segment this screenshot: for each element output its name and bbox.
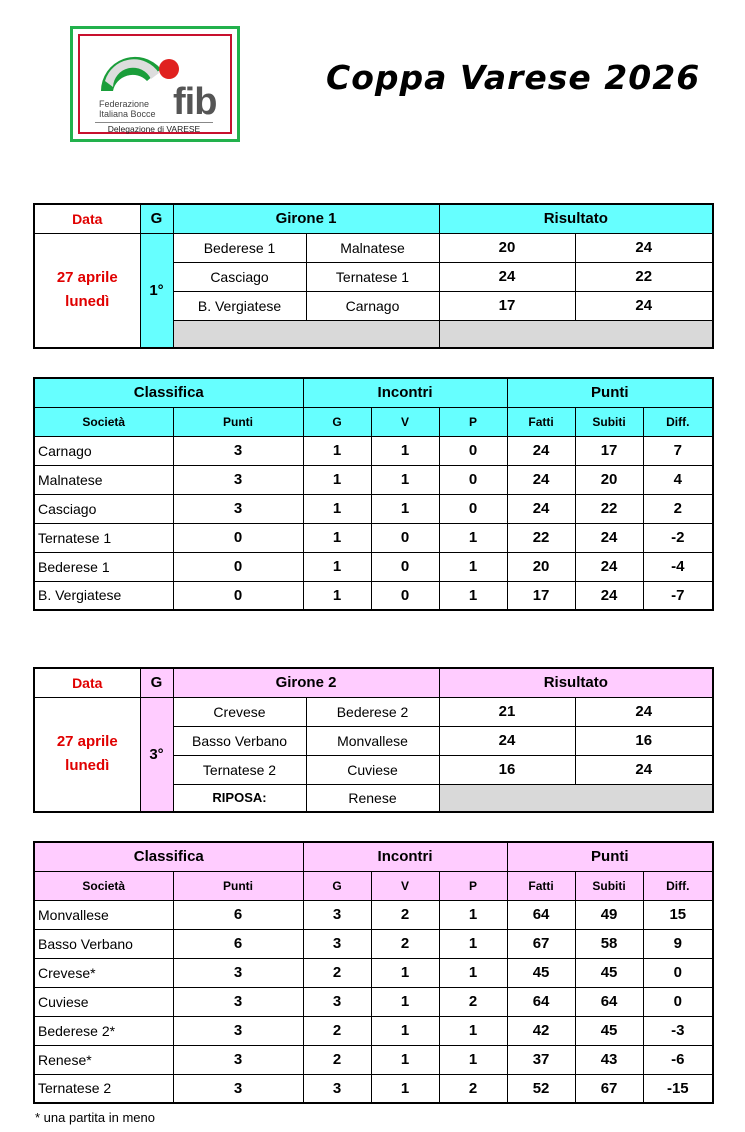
cell-fatti: 20 bbox=[507, 552, 575, 581]
header-subiti: Subiti bbox=[575, 407, 643, 436]
header-classifica: Classifica bbox=[34, 842, 303, 871]
standings-row bbox=[34, 987, 713, 1016]
standings-row bbox=[34, 436, 713, 465]
header-p: P bbox=[439, 871, 507, 900]
header-fatti: Fatti bbox=[507, 871, 575, 900]
standings-row bbox=[34, 465, 713, 494]
logo-federation-text: Federazione Italiana Bocce bbox=[99, 99, 156, 119]
cell-v: 1 bbox=[371, 465, 439, 494]
cell-fatti: 64 bbox=[507, 987, 575, 1016]
home-score: 17 bbox=[439, 291, 575, 320]
cell-diff: 0 bbox=[643, 958, 713, 987]
header-subiti: Subiti bbox=[575, 871, 643, 900]
team-name: Malnatese bbox=[34, 465, 173, 494]
standings-row bbox=[34, 1016, 713, 1045]
cell-p: 0 bbox=[439, 465, 507, 494]
cell-diff: 7 bbox=[643, 436, 713, 465]
cell-g: 3 bbox=[303, 1074, 371, 1103]
header-data: Data bbox=[34, 668, 140, 697]
cell-diff: 9 bbox=[643, 929, 713, 958]
header-classifica: Classifica bbox=[34, 378, 303, 407]
standings-row bbox=[34, 1074, 713, 1103]
cell-p: 1 bbox=[439, 900, 507, 929]
cell-p: 1 bbox=[439, 581, 507, 610]
match-date bbox=[34, 697, 140, 812]
cell-subiti: 24 bbox=[575, 581, 643, 610]
team-name: Monvallese bbox=[34, 900, 173, 929]
standings-row bbox=[34, 929, 713, 958]
team-name: Cuviese bbox=[34, 987, 173, 1016]
home-team: Bederese 1 bbox=[173, 233, 306, 262]
cell-subiti: 22 bbox=[575, 494, 643, 523]
header-punti-group: Punti bbox=[507, 378, 713, 407]
date-line2: lunedì bbox=[65, 757, 110, 775]
header-g: G bbox=[140, 204, 173, 233]
cell-subiti: 45 bbox=[575, 958, 643, 987]
away-team: Malnatese bbox=[306, 233, 439, 262]
cell-p: 1 bbox=[439, 929, 507, 958]
cell-v: 1 bbox=[371, 1045, 439, 1074]
home-team: B. Vergiatese bbox=[173, 291, 306, 320]
header-societa: Società bbox=[34, 871, 173, 900]
cell-subiti: 24 bbox=[575, 523, 643, 552]
cell-p: 2 bbox=[439, 1074, 507, 1103]
cell-diff: 2 bbox=[643, 494, 713, 523]
cell-punti: 3 bbox=[173, 436, 303, 465]
header-societa: Società bbox=[34, 407, 173, 436]
cell-fatti: 17 bbox=[507, 581, 575, 610]
cell-g: 1 bbox=[303, 494, 371, 523]
cell-subiti: 67 bbox=[575, 1074, 643, 1103]
standings-row bbox=[34, 581, 713, 610]
standings-row bbox=[34, 958, 713, 987]
cell-p: 1 bbox=[439, 523, 507, 552]
header-girone: Girone 1 bbox=[173, 204, 439, 233]
cell-g: 1 bbox=[303, 552, 371, 581]
date-line1: 27 aprile bbox=[56, 269, 118, 287]
cell-diff: -6 bbox=[643, 1045, 713, 1074]
cell-subiti: 24 bbox=[575, 552, 643, 581]
fib-logo bbox=[70, 26, 240, 142]
home-score: 24 bbox=[439, 262, 575, 291]
header-v: V bbox=[371, 871, 439, 900]
cell-subiti: 20 bbox=[575, 465, 643, 494]
footnote: * una partita in meno bbox=[35, 1110, 155, 1125]
away-team: Bederese 2 bbox=[306, 697, 439, 726]
header-g: G bbox=[140, 668, 173, 697]
empty-cell bbox=[173, 320, 439, 348]
date-line2: lunedì bbox=[65, 293, 110, 311]
cell-p: 1 bbox=[439, 958, 507, 987]
header-risultato: Risultato bbox=[439, 204, 713, 233]
giornata: 3° bbox=[140, 697, 173, 812]
header-v: V bbox=[371, 407, 439, 436]
cell-fatti: 24 bbox=[507, 436, 575, 465]
cell-fatti: 24 bbox=[507, 494, 575, 523]
cell-diff: 15 bbox=[643, 900, 713, 929]
riposa-label: RIPOSA: bbox=[173, 784, 306, 812]
cell-v: 1 bbox=[371, 958, 439, 987]
cell-g: 1 bbox=[303, 523, 371, 552]
cell-p: 1 bbox=[439, 552, 507, 581]
home-team: Casciago bbox=[173, 262, 306, 291]
away-score: 24 bbox=[575, 697, 713, 726]
giornata: 1° bbox=[140, 233, 173, 348]
cell-punti: 6 bbox=[173, 929, 303, 958]
cell-g: 3 bbox=[303, 987, 371, 1016]
header-punti: Punti bbox=[173, 871, 303, 900]
empty-cell bbox=[439, 320, 713, 348]
header-girone: Girone 2 bbox=[173, 668, 439, 697]
away-team: Monvallese bbox=[306, 726, 439, 755]
cell-subiti: 64 bbox=[575, 987, 643, 1016]
home-score: 16 bbox=[439, 755, 575, 784]
cell-diff: -15 bbox=[643, 1074, 713, 1103]
cell-p: 0 bbox=[439, 436, 507, 465]
cell-subiti: 17 bbox=[575, 436, 643, 465]
cell-punti: 3 bbox=[173, 987, 303, 1016]
cell-diff: 0 bbox=[643, 987, 713, 1016]
away-score: 24 bbox=[575, 233, 713, 262]
cell-fatti: 67 bbox=[507, 929, 575, 958]
cell-punti: 3 bbox=[173, 1045, 303, 1074]
standings-row bbox=[34, 494, 713, 523]
riposa-team: Renese bbox=[306, 784, 439, 812]
cell-v: 1 bbox=[371, 436, 439, 465]
header-risultato: Risultato bbox=[439, 668, 713, 697]
cell-punti: 3 bbox=[173, 1074, 303, 1103]
cell-p: 2 bbox=[439, 987, 507, 1016]
cell-punti: 0 bbox=[173, 523, 303, 552]
team-name: Basso Verbano bbox=[34, 929, 173, 958]
cell-v: 1 bbox=[371, 1074, 439, 1103]
home-score: 21 bbox=[439, 697, 575, 726]
cell-v: 1 bbox=[371, 1016, 439, 1045]
cell-g: 2 bbox=[303, 1045, 371, 1074]
cell-g: 3 bbox=[303, 900, 371, 929]
header-p: P bbox=[439, 407, 507, 436]
cell-punti: 3 bbox=[173, 958, 303, 987]
header-punti: Punti bbox=[173, 407, 303, 436]
cell-diff: -4 bbox=[643, 552, 713, 581]
team-name: Casciago bbox=[34, 494, 173, 523]
date-line1: 27 aprile bbox=[56, 733, 118, 751]
standings-row bbox=[34, 552, 713, 581]
cell-subiti: 58 bbox=[575, 929, 643, 958]
team-name: Renese* bbox=[34, 1045, 173, 1074]
cell-g: 1 bbox=[303, 581, 371, 610]
team-name: Carnago bbox=[34, 436, 173, 465]
home-team: Ternatese 2 bbox=[173, 755, 306, 784]
cell-fatti: 45 bbox=[507, 958, 575, 987]
cell-fatti: 24 bbox=[507, 465, 575, 494]
away-score: 24 bbox=[575, 291, 713, 320]
home-team: Crevese bbox=[173, 697, 306, 726]
away-score: 16 bbox=[575, 726, 713, 755]
away-score: 22 bbox=[575, 262, 713, 291]
cell-v: 0 bbox=[371, 581, 439, 610]
away-team: Cuviese bbox=[306, 755, 439, 784]
header-diff: Diff. bbox=[643, 407, 713, 436]
header-incontri: Incontri bbox=[303, 842, 507, 871]
cell-p: 1 bbox=[439, 1045, 507, 1074]
logo-delegation-text: Delegazione di VARESE bbox=[95, 122, 213, 134]
cell-v: 0 bbox=[371, 552, 439, 581]
girone2-results-table bbox=[33, 667, 714, 813]
cell-fatti: 64 bbox=[507, 900, 575, 929]
team-name: Bederese 1 bbox=[34, 552, 173, 581]
cell-fatti: 37 bbox=[507, 1045, 575, 1074]
cell-diff: -7 bbox=[643, 581, 713, 610]
cell-diff: 4 bbox=[643, 465, 713, 494]
cell-fatti: 42 bbox=[507, 1016, 575, 1045]
cell-punti: 0 bbox=[173, 581, 303, 610]
header-g: G bbox=[303, 407, 371, 436]
cell-subiti: 43 bbox=[575, 1045, 643, 1074]
team-name: Bederese 2* bbox=[34, 1016, 173, 1045]
girone1-results-table bbox=[33, 203, 714, 349]
cell-p: 0 bbox=[439, 494, 507, 523]
cell-g: 1 bbox=[303, 465, 371, 494]
header-diff: Diff. bbox=[643, 871, 713, 900]
cell-fatti: 52 bbox=[507, 1074, 575, 1103]
cell-g: 2 bbox=[303, 1016, 371, 1045]
cell-g: 2 bbox=[303, 958, 371, 987]
cell-v: 2 bbox=[371, 929, 439, 958]
cell-v: 0 bbox=[371, 523, 439, 552]
home-score: 24 bbox=[439, 726, 575, 755]
page-title: Coppa Varese 2026 bbox=[326, 58, 701, 97]
cell-v: 1 bbox=[371, 494, 439, 523]
cell-punti: 0 bbox=[173, 552, 303, 581]
header-incontri: Incontri bbox=[303, 378, 507, 407]
away-team: Ternatese 1 bbox=[306, 262, 439, 291]
cell-subiti: 49 bbox=[575, 900, 643, 929]
team-name: Crevese* bbox=[34, 958, 173, 987]
cell-punti: 3 bbox=[173, 494, 303, 523]
cell-g: 3 bbox=[303, 929, 371, 958]
cell-g: 1 bbox=[303, 436, 371, 465]
away-team: Carnago bbox=[306, 291, 439, 320]
header-data: Data bbox=[34, 204, 140, 233]
cell-v: 1 bbox=[371, 987, 439, 1016]
header-punti-group: Punti bbox=[507, 842, 713, 871]
logo-fib-text: fib bbox=[173, 81, 217, 123]
cell-subiti: 45 bbox=[575, 1016, 643, 1045]
away-score: 24 bbox=[575, 755, 713, 784]
standings-row bbox=[34, 523, 713, 552]
girone1-standings-table bbox=[33, 377, 714, 611]
girone2-standings-table bbox=[33, 841, 714, 1104]
cell-diff: -2 bbox=[643, 523, 713, 552]
header-g: G bbox=[303, 871, 371, 900]
team-name: Ternatese 2 bbox=[34, 1074, 173, 1103]
header-fatti: Fatti bbox=[507, 407, 575, 436]
cell-diff: -3 bbox=[643, 1016, 713, 1045]
cell-fatti: 22 bbox=[507, 523, 575, 552]
cell-p: 1 bbox=[439, 1016, 507, 1045]
standings-row bbox=[34, 900, 713, 929]
empty-cell bbox=[439, 784, 713, 812]
team-name: Ternatese 1 bbox=[34, 523, 173, 552]
cell-punti: 6 bbox=[173, 900, 303, 929]
home-team: Basso Verbano bbox=[173, 726, 306, 755]
cell-punti: 3 bbox=[173, 1016, 303, 1045]
cell-v: 2 bbox=[371, 900, 439, 929]
home-score: 20 bbox=[439, 233, 575, 262]
standings-row bbox=[34, 1045, 713, 1074]
match-date bbox=[34, 233, 140, 348]
team-name: B. Vergiatese bbox=[34, 581, 173, 610]
cell-punti: 3 bbox=[173, 465, 303, 494]
